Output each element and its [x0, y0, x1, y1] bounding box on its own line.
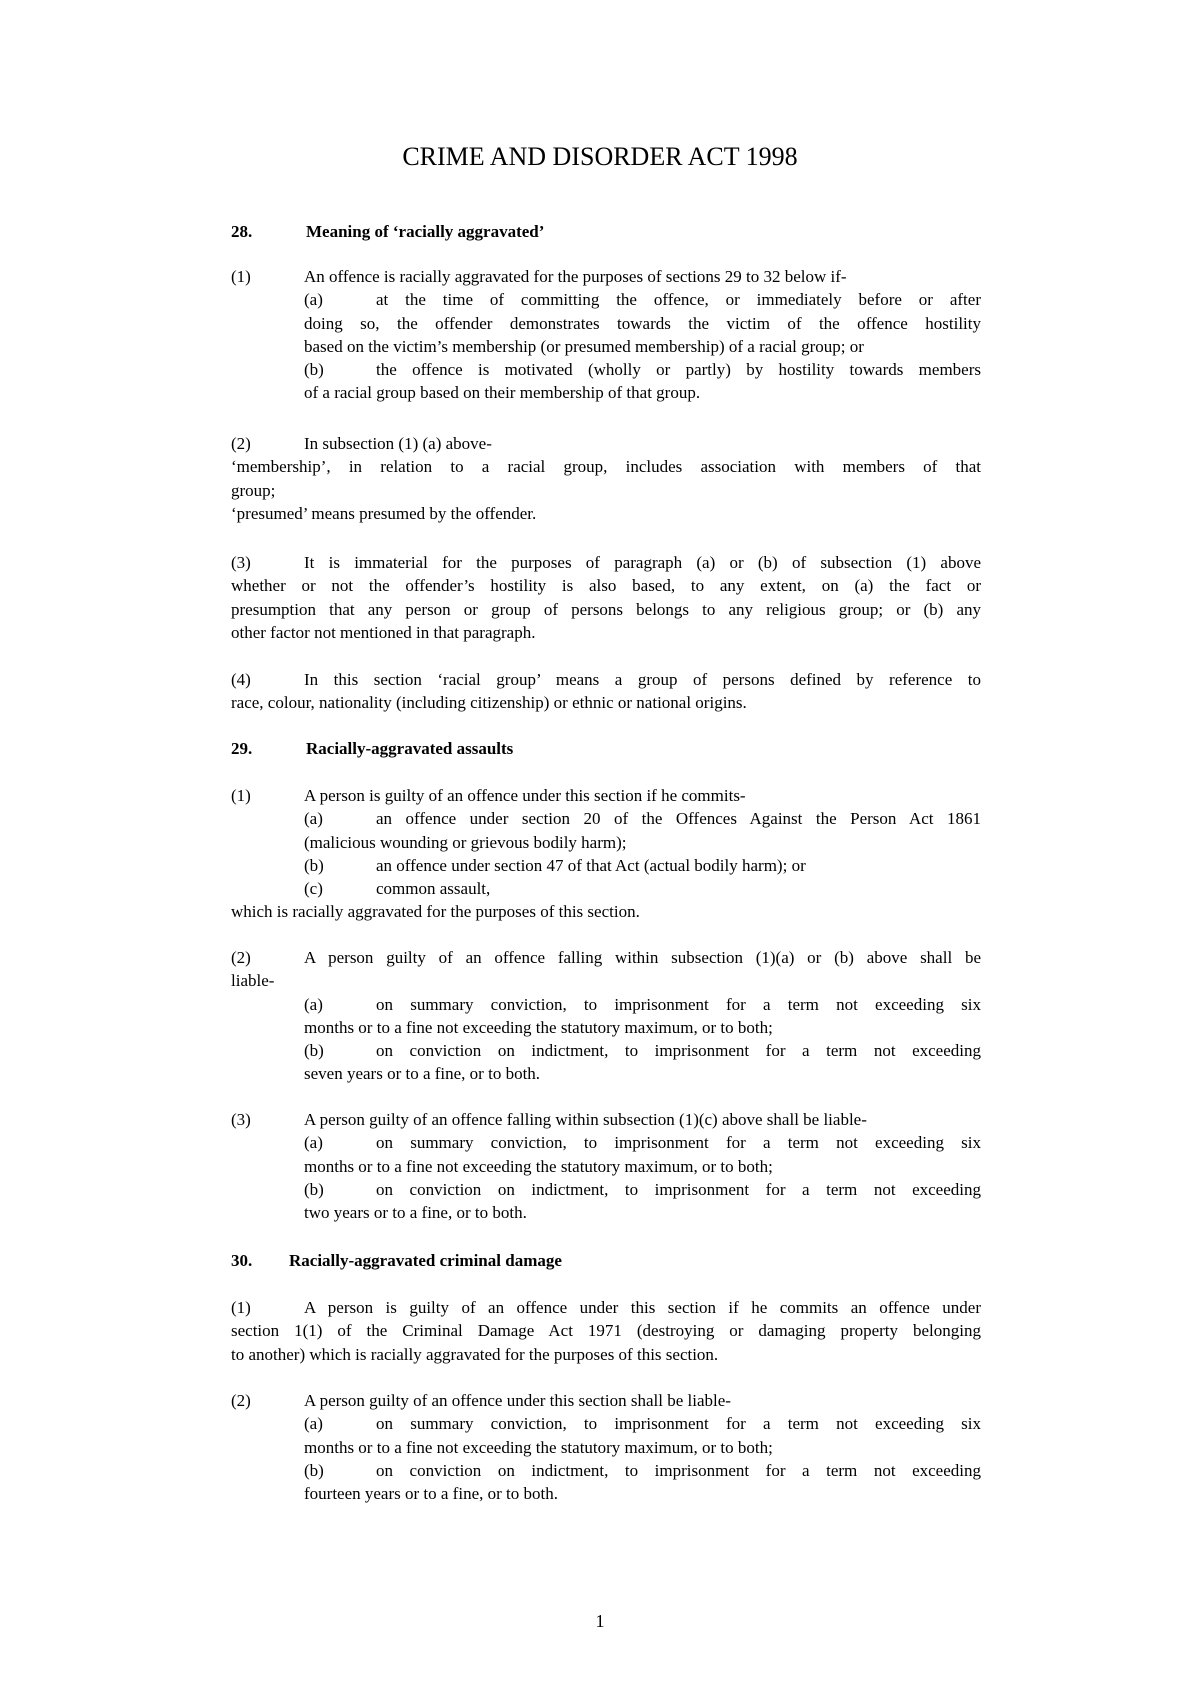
- paragraph-text: on conviction on indictment, to imprisonment for a term not exceeding: [376, 1460, 981, 1480]
- section-number: 28.: [231, 222, 253, 241]
- paragraph-label: (b): [304, 1179, 324, 1199]
- section-28-heading: [231, 220, 981, 243]
- paragraph-label: (c): [304, 879, 323, 899]
- paragraph-text: months or to a fine not exceeding the statutory maximum, or to both;: [304, 1017, 773, 1037]
- subsection-label: (1): [231, 1298, 251, 1317]
- section-29-subsection-2: [231, 946, 981, 1086]
- section-number: 30.: [231, 1251, 253, 1270]
- section-28-subsection-3: [231, 551, 981, 644]
- subsection-text: whether or not the offender’s hostility is also based, to any extent, on (a) the fact or: [231, 576, 981, 596]
- paragraph-label: (b): [304, 1460, 324, 1480]
- definition-text: ‘presumed’ means presumed by the offender.: [231, 503, 537, 523]
- paragraph-text: seven years or to a fine, or to both.: [304, 1064, 541, 1084]
- paragraph-label: (a): [304, 994, 323, 1014]
- section-29-subsection-1: [231, 784, 981, 924]
- subsection-text: An offence is racially aggravated for the purposes of sections 29 to 32 below if-: [304, 267, 847, 286]
- paragraph-text: on conviction on indictment, to imprisonment for a term not exceeding: [376, 1041, 981, 1061]
- paragraph-text: on summary conviction, to imprisonment for a term not exceeding six: [376, 1414, 981, 1434]
- subsection-text: race, colour, nationality (including citizenship) or ethnic or national origins.: [231, 693, 747, 713]
- paragraph-text: based on the victim’s membership (or presumed membership) of a racial group; or: [304, 336, 864, 356]
- section-29-heading: [231, 737, 981, 760]
- subsection-text: A person guilty of an offence falling within subsection (1)(a) or (b) above shall be: [304, 948, 981, 967]
- subsection-label: (3): [231, 1110, 251, 1129]
- subsection-label: (1): [231, 267, 251, 286]
- subsection-label: (3): [231, 553, 251, 572]
- subsection-label: (2): [231, 434, 251, 453]
- paragraph-text: common assault,: [376, 879, 491, 899]
- paragraph-text: at the time of committing the offence, or immediately before or after: [376, 290, 981, 310]
- subsection-label: (2): [231, 948, 251, 967]
- subsection-text: A person is guilty of an offence under this section if he commits an offence under: [304, 1298, 981, 1317]
- section-28-subsection-4: [231, 668, 981, 715]
- subsection-text: A person guilty of an offence falling within subsection (1)(c) above shall be liable-: [304, 1110, 867, 1129]
- subsection-text: to another) which is racially aggravated for the purposes of this section.: [231, 1344, 719, 1364]
- section-28-subsection-2: [231, 432, 981, 525]
- section-number: 29.: [231, 739, 253, 758]
- page-number: 1: [595, 1611, 605, 1631]
- paragraph-text: the offence is motivated (wholly or partly) by hostility towards members: [376, 360, 981, 380]
- section-title: Racially-aggravated criminal damage: [289, 1251, 562, 1270]
- paragraph-text: months or to a fine not exceeding the statutory maximum, or to both;: [304, 1437, 773, 1457]
- paragraph-text: months or to a fine not exceeding the statutory maximum, or to both;: [304, 1156, 773, 1176]
- section-title: Meaning of ‘racially aggravated’: [306, 222, 545, 241]
- section-30-subsection-2: [231, 1389, 981, 1505]
- document-title: CRIME AND DISORDER ACT 1998: [402, 142, 798, 171]
- subsection-text: liable-: [231, 971, 275, 991]
- paragraph-text: on conviction on indictment, to imprisonment for a term not exceeding: [376, 1179, 981, 1199]
- paragraph-text: an offence under section 47 of that Act (actual bodily harm); or: [376, 855, 806, 875]
- subsection-text: In subsection (1) (a) above-: [304, 434, 492, 453]
- paragraph-label: (b): [304, 1041, 324, 1061]
- paragraph-text: on summary conviction, to imprisonment for a term not exceeding six: [376, 994, 981, 1014]
- subsection-text: A person is guilty of an offence under this section if he commits-: [304, 786, 746, 805]
- paragraph-label: (a): [304, 1133, 323, 1153]
- paragraph-text: two years or to a fine, or to both.: [304, 1203, 527, 1223]
- paragraph-text: fourteen years or to a fine, or to both.: [304, 1484, 558, 1504]
- paragraph-label: (b): [304, 360, 324, 380]
- subsection-text: In this section ‘racial group’ means a group of persons defined by reference to: [304, 670, 981, 689]
- paragraph-label: (a): [304, 290, 323, 310]
- subsection-text: A person guilty of an offence under this section shall be liable-: [304, 1391, 731, 1410]
- section-title: Racially-aggravated assaults: [306, 739, 514, 758]
- paragraph-text: doing so, the offender demonstrates towards the victim of the offence hostility: [304, 313, 981, 333]
- section-30-subsection-1: [231, 1296, 981, 1366]
- section-29-subsection-3: [231, 1108, 981, 1224]
- subsection-text: which is racially aggravated for the purposes of this section.: [231, 902, 640, 922]
- subsection-text: other factor not mentioned in that paragraph.: [231, 622, 536, 642]
- section-30-heading: [231, 1249, 981, 1272]
- subsection-text: It is immaterial for the purposes of paragraph (a) or (b) of subsection (1) above: [304, 553, 981, 572]
- subsection-label: (1): [231, 786, 251, 805]
- paragraph-text: of a racial group based on their membership of that group.: [304, 383, 701, 403]
- definition-text: ‘membership’, in relation to a racial group, includes association with members of that: [231, 457, 981, 477]
- subsection-text: section 1(1) of the Criminal Damage Act 1971 (destroying or damaging property belonging: [231, 1321, 981, 1341]
- definition-text: group;: [231, 480, 276, 500]
- paragraph-text: (malicious wounding or grievous bodily harm);: [304, 832, 627, 852]
- paragraph-label: (a): [304, 1414, 323, 1434]
- section-28-subsection-1: [231, 265, 981, 405]
- paragraph-label: (b): [304, 855, 324, 875]
- paragraph-text: on summary conviction, to imprisonment for a term not exceeding six: [376, 1133, 981, 1153]
- subsection-label: (4): [231, 670, 251, 689]
- paragraph-label: (a): [304, 809, 323, 829]
- subsection-text: presumption that any person or group of persons belongs to any religious group; or (b) any: [231, 599, 981, 619]
- subsection-label: (2): [231, 1391, 251, 1410]
- paragraph-text: an offence under section 20 of the Offences Against the Person Act 1861: [376, 809, 981, 829]
